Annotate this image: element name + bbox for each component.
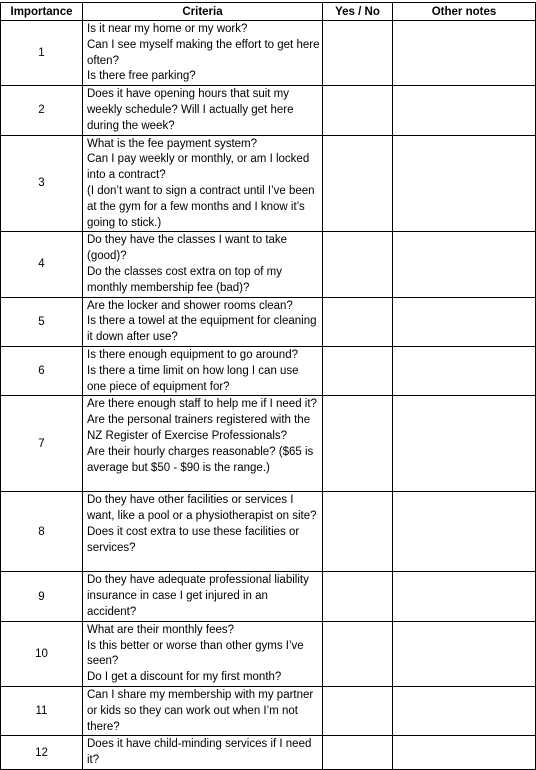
criteria-cell: [83, 297, 323, 346]
yes-no-cell[interactable]: [323, 492, 393, 572]
criteria-line: Can I see myself making the effort to get here often?: [87, 38, 320, 67]
criteria-cell: [83, 736, 323, 770]
header-yes-no: Yes / No: [323, 3, 393, 21]
yes-no-cell[interactable]: [323, 736, 393, 770]
importance-cell: 7: [1, 396, 83, 492]
importance-cell: 11: [1, 686, 83, 735]
table-row: [1, 21, 536, 86]
yes-no-cell[interactable]: [323, 297, 393, 346]
notes-cell[interactable]: [393, 86, 536, 135]
notes-cell[interactable]: [393, 135, 536, 232]
importance-cell: 3: [1, 135, 83, 232]
table-row: [1, 86, 536, 135]
criteria-line: What is the fee payment system?: [87, 137, 258, 150]
criteria-cell: [83, 346, 323, 395]
criteria-line: Is this better or worse than other gyms I’ve seen?: [87, 639, 304, 668]
criteria-cell: [83, 21, 323, 86]
criteria-line: Do the classes cost extra on top of my monthly membership fee (bad)?: [87, 265, 282, 294]
table-row: [1, 232, 536, 297]
importance-cell: 5: [1, 297, 83, 346]
table-row: [1, 297, 536, 346]
criteria-cell: [83, 232, 323, 297]
criteria-line: Are their hourly charges reasonable? ($65 is average but $50 - $90 is the range.): [87, 445, 314, 474]
notes-cell[interactable]: [393, 297, 536, 346]
yes-no-cell[interactable]: [323, 232, 393, 297]
table-row: [1, 736, 536, 770]
criteria-cell: [83, 621, 323, 686]
table-row: [1, 572, 536, 621]
importance-cell: 12: [1, 736, 83, 770]
notes-cell[interactable]: [393, 621, 536, 686]
notes-cell[interactable]: [393, 346, 536, 395]
criteria-line: Does it have opening hours that suit my weekly schedule? Will I actually get here during the week?: [87, 88, 294, 132]
criteria-line: What are their monthly fees?: [87, 623, 235, 636]
notes-cell[interactable]: [393, 736, 536, 770]
criteria-cell: [83, 686, 323, 735]
yes-no-cell[interactable]: [323, 572, 393, 621]
yes-no-cell[interactable]: [323, 135, 393, 232]
notes-cell[interactable]: [393, 572, 536, 621]
gym-criteria-table: [0, 2, 536, 770]
criteria-line: Is there a towel at the equipment for cleaning it down after use?: [87, 315, 317, 344]
header-row: [1, 3, 536, 21]
yes-no-cell[interactable]: [323, 86, 393, 135]
table-row: [1, 396, 536, 492]
yes-no-cell[interactable]: [323, 21, 393, 86]
notes-cell[interactable]: [393, 232, 536, 297]
header-notes: Other notes: [393, 3, 536, 21]
table-row: [1, 135, 536, 232]
importance-cell: 8: [1, 492, 83, 572]
criteria-line: Do they have the classes I want to take (good)?: [87, 234, 288, 263]
importance-cell: 10: [1, 621, 83, 686]
criteria-line: Is there free parking?: [87, 70, 196, 83]
header-criteria: Criteria: [83, 3, 323, 21]
criteria-line: Do I get a discount for my first month?: [87, 671, 282, 684]
criteria-line: Is it near my home or my work?: [87, 23, 248, 35]
importance-cell: 1: [1, 21, 83, 86]
notes-cell[interactable]: [393, 21, 536, 86]
table-row: [1, 492, 536, 572]
table-row: [1, 686, 536, 735]
importance-cell: 6: [1, 346, 83, 395]
criteria-cell: [83, 572, 323, 621]
notes-cell[interactable]: [393, 396, 536, 492]
criteria-line: Is there enough equipment to go around?: [87, 348, 298, 361]
criteria-line: Are the personal trainers registered with the NZ Register of Exercise Professionals?: [87, 414, 311, 442]
header-importance: Importance: [1, 3, 83, 21]
yes-no-cell[interactable]: [323, 686, 393, 735]
table-row: [1, 621, 536, 686]
criteria-cell: [83, 86, 323, 135]
importance-cell: 4: [1, 232, 83, 297]
criteria-cell: [83, 492, 323, 572]
criteria-line: Can I share my membership with my partner or kids so they can work out when I’m not there?: [87, 688, 314, 733]
criteria-line: Are there enough staff to help me if I need it?: [87, 398, 317, 411]
importance-cell: 2: [1, 86, 83, 135]
criteria-line: Does it have child-minding services if I need it?: [87, 738, 312, 767]
criteria-line: Do they have adequate professional liability insurance in case I get injured in an accident?: [87, 574, 309, 618]
yes-no-cell[interactable]: [323, 396, 393, 492]
yes-no-cell[interactable]: [323, 621, 393, 686]
criteria-cell: [83, 396, 323, 492]
criteria-line: (I don’t want to sign a contract until I’ve been at the gym for a few months and I know it’s going to stick.): [87, 184, 315, 229]
criteria-cell: [83, 135, 323, 232]
notes-cell[interactable]: [393, 492, 536, 572]
criteria-line: Is there a time limit on how long I can use one piece of equipment for?: [87, 364, 299, 393]
importance-cell: 9: [1, 572, 83, 621]
yes-no-cell[interactable]: [323, 346, 393, 395]
criteria-line: Do they have other facilities or services I want, like a pool or a physiotherapist on site?: [87, 494, 317, 523]
table-row: [1, 346, 536, 395]
notes-cell[interactable]: [393, 686, 536, 735]
criteria-line: Are the locker and shower rooms clean?: [87, 299, 293, 312]
criteria-line: Does it cost extra to use these facilities or services?: [87, 525, 300, 554]
criteria-line: Can I pay weekly or monthly, or am I locked into a contract?: [87, 153, 310, 182]
